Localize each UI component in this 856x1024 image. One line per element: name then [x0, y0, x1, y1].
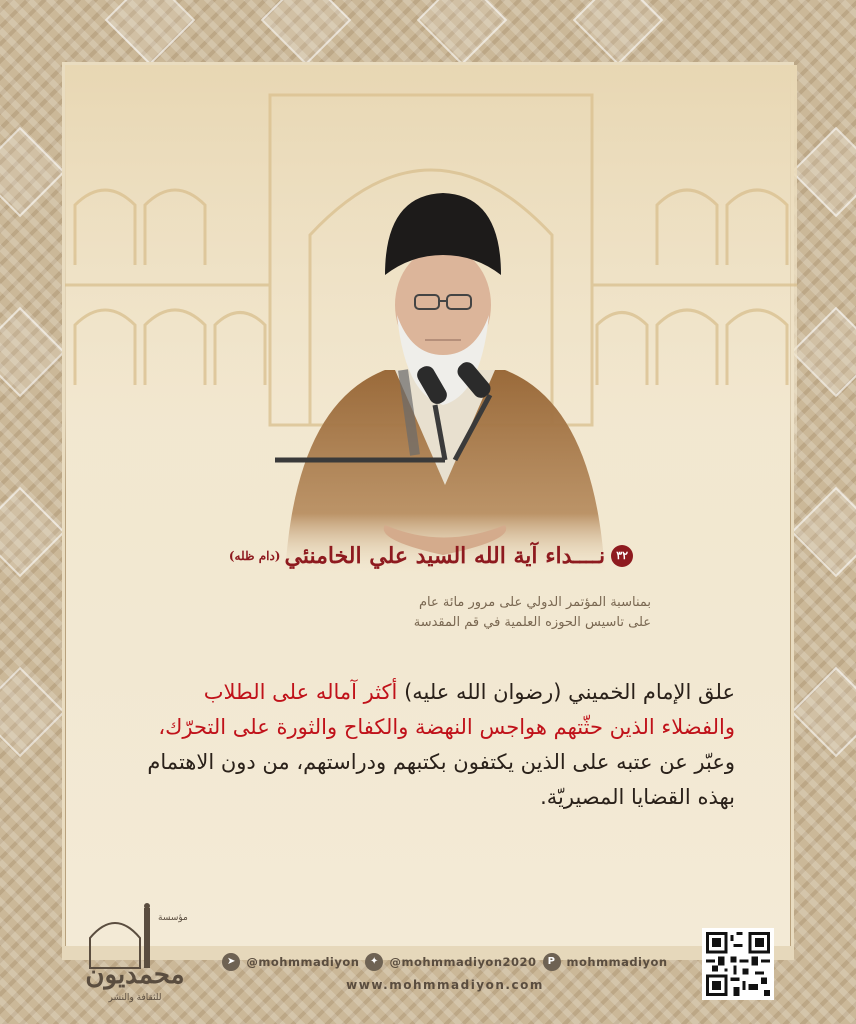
body-segment-plain-end: وعبّر عن عتبه على الذين يكتفون بكتبهم ودراستهم، من دون الاهتمام بهذه القضايا المصيريّة.	[147, 750, 735, 809]
frame-ornament	[791, 667, 856, 758]
pinterest-icon[interactable]: P	[543, 953, 561, 971]
website-link[interactable]: www.mohmmadiyon.com	[346, 978, 544, 992]
title-text: نــــداء آية الله السيد علي الخامنئي	[284, 543, 606, 569]
subtitle-line-1: بمناسبة المؤتمر الدولي على مرور مائة عام	[418, 595, 651, 610]
body-paragraph	[135, 675, 735, 815]
title-suffix: (دام ظله)	[228, 549, 281, 563]
qr-code[interactable]	[702, 928, 774, 1000]
frame-ornament	[791, 487, 856, 578]
twitter-handle[interactable]: @mohmmadiyon2020	[389, 955, 537, 969]
title	[65, 543, 797, 569]
logo-name: محمديون	[85, 960, 185, 990]
content-panel	[62, 62, 794, 960]
frame-ornament	[417, 0, 508, 65]
frame-ornament	[573, 0, 664, 65]
telegram-handle[interactable]: @mohmmadiyon	[246, 955, 360, 969]
twitter-icon[interactable]: ✦	[365, 953, 383, 971]
social-links	[210, 952, 680, 972]
frame-ornament	[791, 307, 856, 398]
pinterest-handle[interactable]: mohmmadiyon	[566, 955, 668, 969]
frame-ornament	[0, 667, 65, 758]
frame-ornament	[0, 127, 65, 218]
body-segment-plain: علق الإمام الخميني (رضوان الله عليه)	[397, 680, 735, 704]
institution-logo	[60, 898, 200, 1008]
body-segment-highlight: أكثر آماله على الطلاب والفضلاء الذين حثّتهم هواجس النهضة والكفاح والثورة على التحرّك،	[158, 680, 735, 739]
frame-ornament	[105, 0, 196, 65]
subtitle	[231, 593, 651, 633]
frame-ornament	[261, 0, 352, 65]
logo-tagline: للثقافة والنشر	[108, 993, 162, 1003]
speaker-portrait	[275, 155, 615, 585]
frame-ornament	[0, 487, 65, 578]
telegram-icon[interactable]: ➤	[222, 953, 240, 971]
footer	[0, 888, 856, 1024]
logo-small-top: مؤسسة	[158, 913, 188, 923]
title-number-badge: ٣٢	[611, 545, 633, 567]
frame-ornament	[791, 127, 856, 218]
qr-code-graphic	[706, 932, 770, 996]
frame-ornament	[0, 307, 65, 398]
subtitle-line-2: على تاسيس الحوزه العلمية في قم المقدسة	[413, 615, 651, 630]
